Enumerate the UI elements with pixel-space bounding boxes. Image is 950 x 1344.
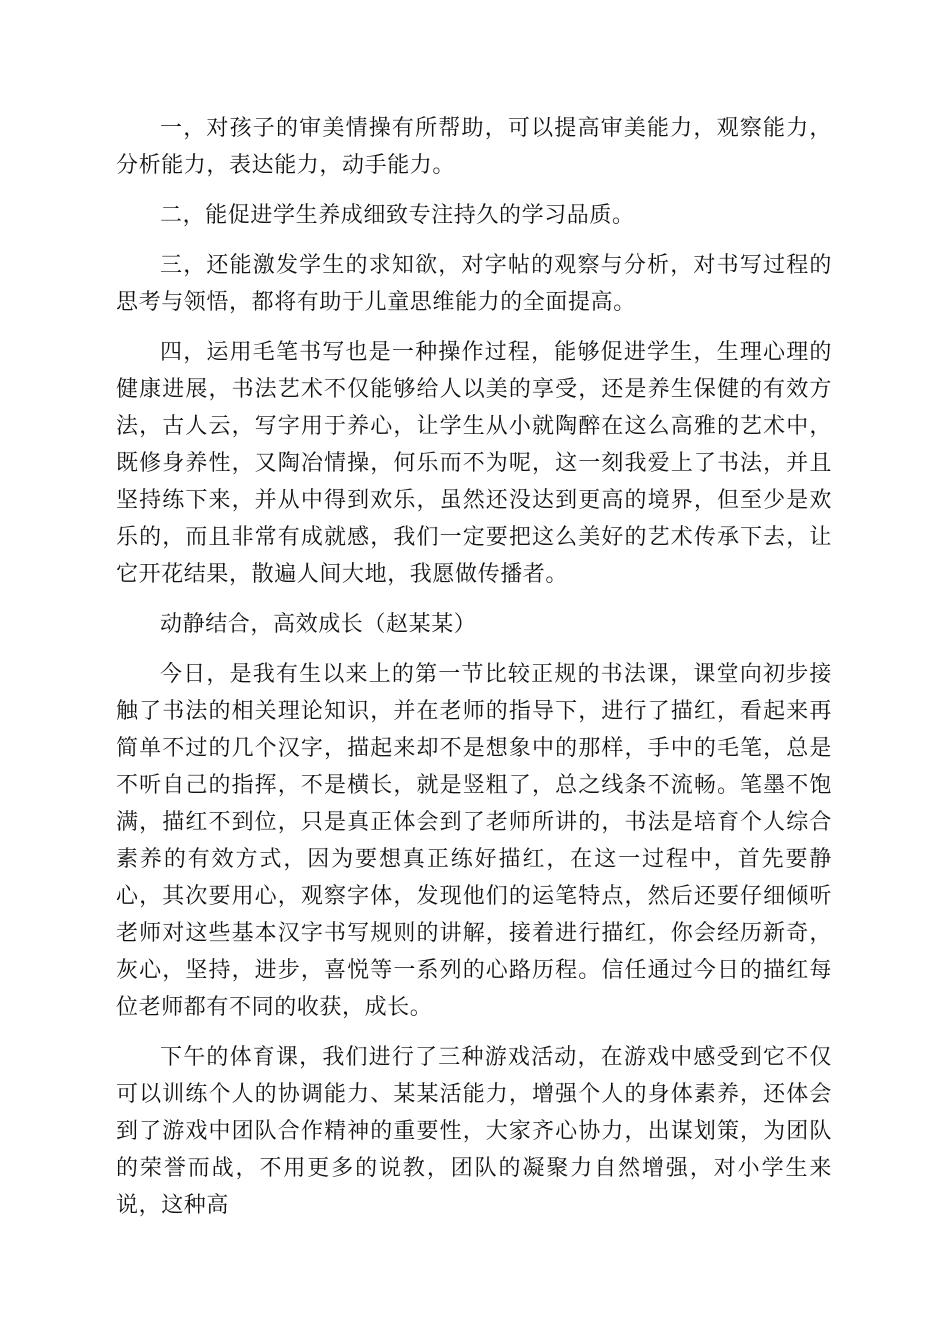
paragraph-calligraphy-class: 今日，是我有生以来上的第一节比较正规的书法课，课堂向初步接触了书法的相关理论知识，并在老师的指导下，进行了描红，看起来再简单不过的几个汉字，描起来却不是想象中的那样，手中的毛笔，总是不听自己的指挥，不是横长，就是竖粗了，总之线条不流畅。笔墨不饱满，描红不到位，只是真正体会到了老师所讲的，书法是培育个人综合素养的有效方式，因为要想真正练好描红，在这一过程中，首先要静心，其次要用心，观察字体，发现他们的运笔特点，然后还要仔细倾听老师对这些基本汉字书写规则的讲解，接着进行描红，你会经历新奇，灰心，坚持，进步，喜悦等一系列的心路历程。信任通过今日的描红每位老师都有不同的收获，成长。 [116, 662, 832, 1020]
paragraph-point-three: 三，还能激发学生的求知欲，对字帖的观察与分析，对书写过程的思考与领悟，都将有助于儿童思维能力的全面提高。 [116, 253, 832, 315]
paragraph-point-four: 四，运用毛笔书写也是一种操作过程，能够促进学生，生理心理的健康进展，书法艺术不仅能够给人以美的享受，还是养生保健的有效方法，古人云，写字用于养心，让学生从小就陶醉在这么高雅的艺术中，既修身养性，又陶冶情操，何乐而不为呢，这一刻我爱上了书法，并且坚持练下来，并从中得到欢乐，虽然还没达到更高的境界，但至少是欢乐的，而且非常有成就感，我们一定要把这么美好的艺术传承下去，让它开花结果，散遍人间大地，我愿做传播者。 [116, 340, 832, 587]
paragraph-pe-class: 下午的体育课，我们进行了三种游戏活动，在游戏中感受到它不仅可以训练个人的协调能力、某某活能力，增强个人的身体素养，还体会到了游戏中团队合作精神的重要性，大家齐心协力，出谋划策，为团队的荣誉而战，不用更多的说教，团队的凝聚力自然增强，对小学生来说，这种高 [116, 1045, 832, 1218]
paragraph-point-two: 二，能促进学生养成细致专注持久的学习品质。 [160, 203, 635, 228]
document-body [116, 110, 832, 1237]
paragraph-point-one: 一，对孩子的审美情操有所帮助，可以提高审美能力，观察能力，分析能力，表达能力，动手能力。 [116, 116, 832, 178]
section-heading: 动静结合，高效成长（赵某某） [160, 612, 477, 637]
